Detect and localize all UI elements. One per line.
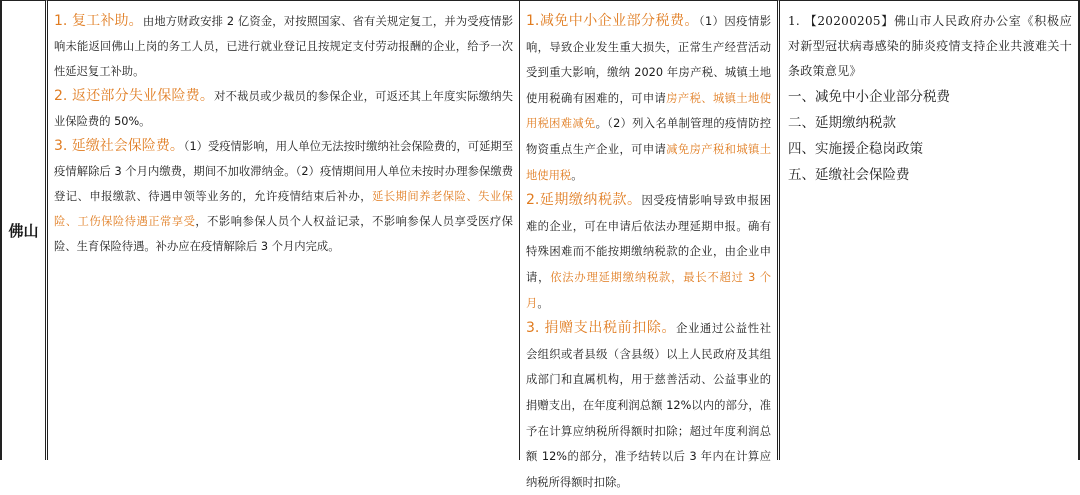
labor-policy-cell [48, 0, 520, 460]
source-cell [780, 0, 1080, 460]
source-reference: 1. 【20200205】佛山市人民政府办公室《积极应对新型冠状病毒感染的肺炎疫情支持企业共渡难关十条政策意见》 [788, 14, 1072, 78]
tax-heading-3: 3. 捐赠支出税前扣除。 [526, 320, 677, 337]
tax-heading-2: 2.延期缴纳税款。 [526, 192, 642, 209]
tax-paragraph-2 [526, 188, 771, 316]
tax-highlight-2: 依法办理延期缴纳税款，最长不超过 3 个月 [526, 270, 771, 310]
policy-text-3b: ，不影响参保人员个人权益记录，不影响参保人员享受医疗保险、生育保险待遇。补办应在疫情解除后 3 个月内完成。 [54, 215, 513, 253]
tax-text-1a: （1）因疫情影响，导致企业发生重大损失，正常生产经营活动受到重大影响，缴纳 2020 年房产税、城镇土地使用税确有困难的，可申请 [526, 15, 771, 105]
tax-highlight-1a: 房产税、城镇土地使用税困难减免 [526, 91, 771, 131]
policy-highlight-3: 延长期间养老保险、失业保险、工伤保险待遇正常享受 [54, 190, 513, 228]
source-item: 五、延缴社会保险费 [788, 167, 910, 183]
tax-paragraph-3 [526, 316, 771, 495]
tax-text-1b: 。（2）列入名单制管理的疫情防控物资重点生产企业，可申请 [526, 117, 771, 156]
tax-heading-1: 1.减免中小企业部分税费。 [526, 13, 699, 29]
policy-heading-3: 3. 延缴社会保险费。 [54, 138, 184, 154]
tax-policy-cell [520, 0, 780, 489]
policy-paragraph-3 [54, 134, 513, 259]
tax-text-2: 因受疫情影响导致申报困难的企业，可在申请后依法办理延期申报。确有特殊困难而不能按期缴纳税款的企业，由企业申请， [526, 194, 771, 284]
tax-text-2-end: 。 [537, 296, 549, 310]
source-item: 一、减免中小企业部分税费 [788, 89, 950, 105]
policy-paragraph-2 [54, 84, 513, 134]
tax-text-1c: 。 [571, 168, 583, 182]
policy-text-2: 对不裁员或少裁员的参保企业，可返还其上年度实际缴纳失业保险费的 50%。 [54, 90, 513, 128]
tax-text-3: 企业通过公益性社会组织或者县级（含县级）以上人民政府及其组成部门和直属机构，用于慈善活动、公益事业的捐赠支出，在年度利润总额 12%以内的部分，准予在计算应纳税所得额时扣除；超过年度利润总额 12%的部分，准予结转以后 3 年内在计算应纳税所得额时扣除。 [526, 322, 771, 489]
policy-heading-1: 1. 复工补助。 [54, 13, 143, 29]
policy-heading-2: 2. 返还部分失业保险费。 [54, 88, 215, 104]
policy-paragraph-1 [54, 9, 513, 84]
policy-text-3a: （1）受疫情影响，用人单位无法按时缴纳社会保险费的，可延期至疫情解除后 3 个月内缴费，期间不加收滞纳金。（2）疫情期间用人单位未按时办理参保缴费登记、申报缴款、待遇申领等业务的，允许疫情结束后补办， [54, 140, 514, 203]
city-cell [0, 0, 48, 460]
policy-text-1: 由地方财政安排 2 亿资金，对按照国家、省有关规定复工，并为受疫情影响未能返回佛山上岗的务工人员，已进行就业登记且按规定支付劳动报酬的企业，给予一次性延迟复工补助。 [54, 15, 514, 78]
tax-highlight-1b: 减免房产税和城镇土地使用税 [526, 142, 771, 182]
tax-paragraph-1 [526, 9, 771, 188]
city-label: 佛山 [8, 222, 39, 240]
source-item: 二、延期缴纳税款 [788, 115, 896, 131]
source-item: 四、实施援企稳岗政策 [788, 141, 923, 157]
